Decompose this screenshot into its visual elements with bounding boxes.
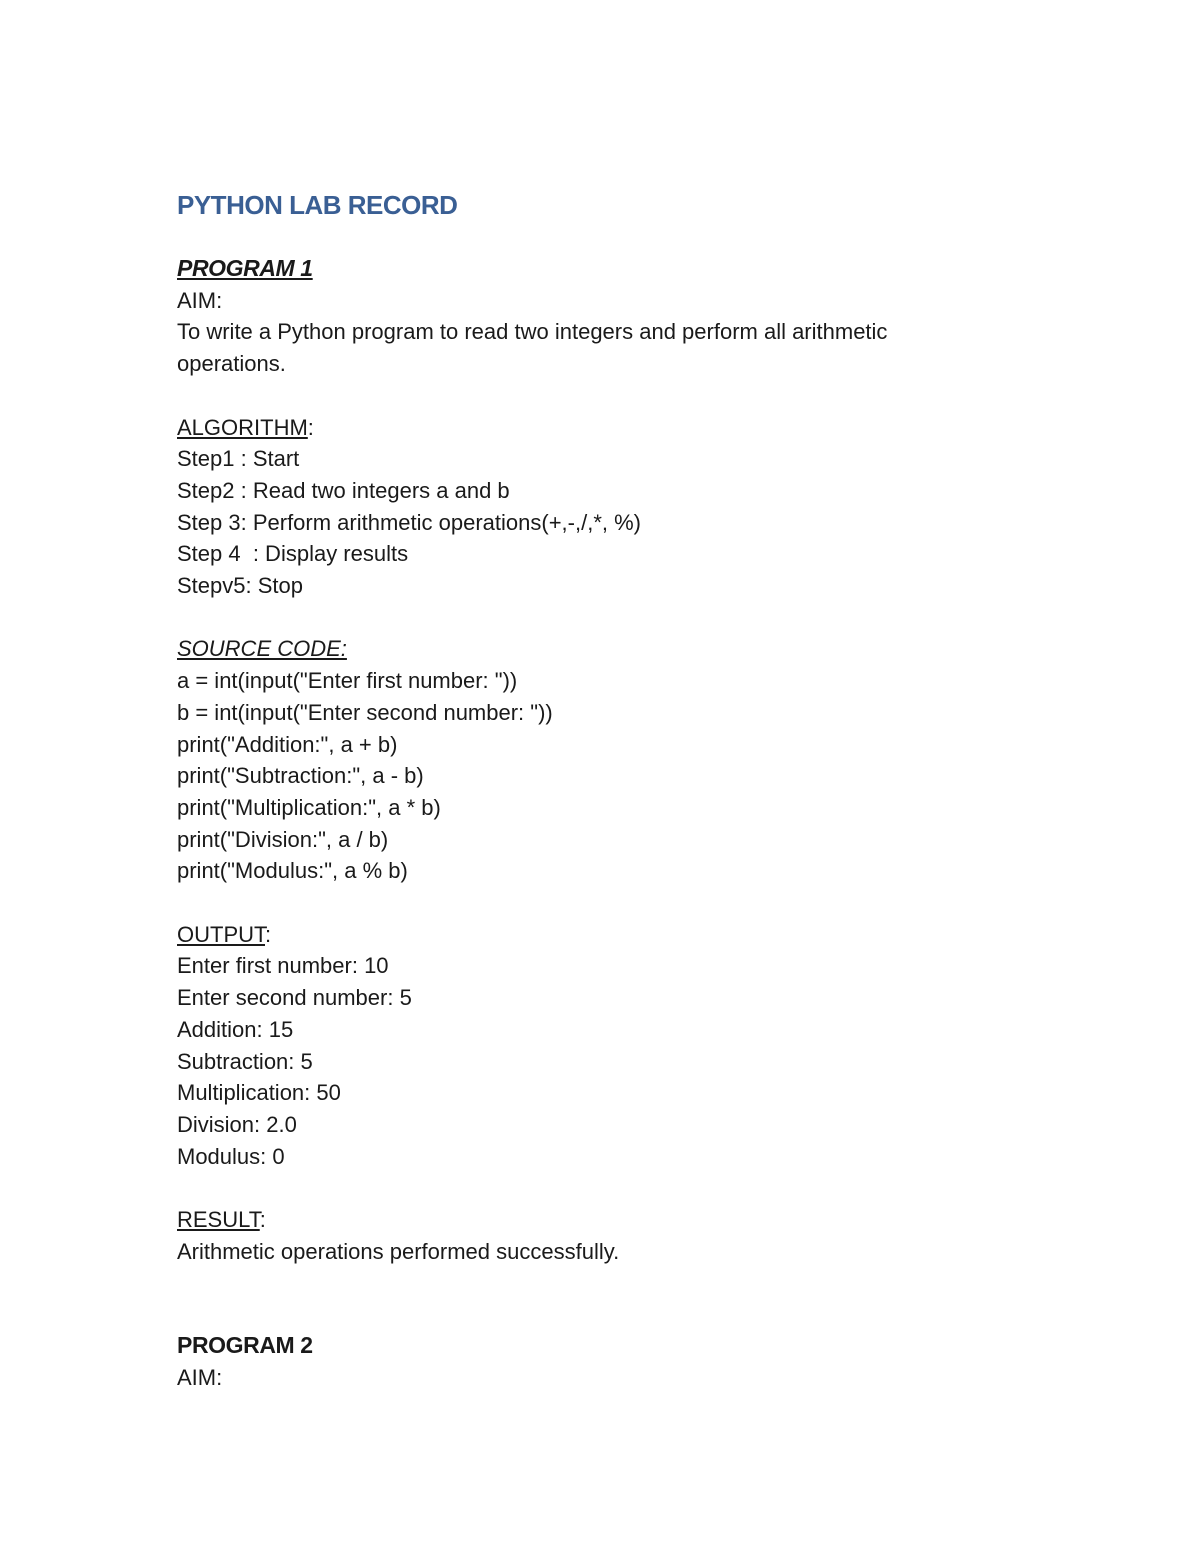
result-label: RESULT xyxy=(177,1207,260,1233)
aim-text-line: operations. xyxy=(177,351,286,377)
result-text: Arithmetic operations performed successfully. xyxy=(177,1238,620,1264)
spacer xyxy=(177,1267,977,1330)
algorithm-step: Step2 : Read two integers a and b xyxy=(177,477,510,503)
output-colon: : xyxy=(265,921,272,947)
algorithm-step: Stepv5: Stop xyxy=(177,573,303,599)
algorithm-step: Step1 : Start xyxy=(177,446,300,472)
source-code-line: print("Multiplication:", a * b) xyxy=(177,794,441,820)
aim-label: AIM: xyxy=(177,287,223,313)
output-label: OUTPUT xyxy=(177,921,265,947)
program-2-heading: PROGRAM 2 xyxy=(177,1332,313,1359)
result-heading xyxy=(177,1204,977,1236)
output-heading xyxy=(177,919,977,951)
output-line: Addition: 15 xyxy=(177,1016,294,1042)
source-code-line: a = int(input("Enter first number: ")) xyxy=(177,668,518,694)
spacer xyxy=(177,380,977,412)
algorithm-step: Step 3: Perform arithmetic operations(+,-,/,*, %) xyxy=(177,509,642,535)
document-body xyxy=(177,188,977,1394)
document-title: PYTHON LAB RECORD xyxy=(177,190,458,220)
algorithm-heading xyxy=(177,412,977,444)
spacer xyxy=(177,1172,977,1204)
program-1-heading: PROGRAM 1 xyxy=(177,255,313,281)
spacer xyxy=(177,887,977,919)
output-line: Division: 2.0 xyxy=(177,1111,297,1137)
program-2-section xyxy=(177,1330,977,1393)
source-code-line: b = int(input("Enter second number: ")) xyxy=(177,699,553,725)
result-colon: : xyxy=(259,1207,266,1233)
output-line: Enter second number: 5 xyxy=(177,985,412,1011)
spacer xyxy=(177,222,977,253)
output-line: Modulus: 0 xyxy=(177,1143,285,1169)
source-code-line: print("Modulus:", a % b) xyxy=(177,858,408,884)
source-code-line: print("Addition:", a + b) xyxy=(177,731,398,757)
source-code-line: print("Division:", a / b) xyxy=(177,826,389,852)
algorithm-step: Step 4 : Display results xyxy=(177,541,409,567)
aim-text-line: To write a Python program to read two integers and perform all arithmetic xyxy=(177,319,888,345)
algorithm-colon: : xyxy=(307,414,314,440)
algorithm-label: ALGORITHM xyxy=(177,414,308,440)
program-1-section xyxy=(177,253,977,1267)
spacer xyxy=(177,602,977,634)
source-code-line: print("Subtraction:", a - b) xyxy=(177,763,424,789)
output-line: Multiplication: 50 xyxy=(177,1080,341,1106)
source-code-label: SOURCE CODE: xyxy=(177,636,347,662)
output-line: Subtraction: 5 xyxy=(177,1048,313,1074)
output-line: Enter first number: 10 xyxy=(177,953,389,979)
aim-label: AIM: xyxy=(177,1365,223,1391)
